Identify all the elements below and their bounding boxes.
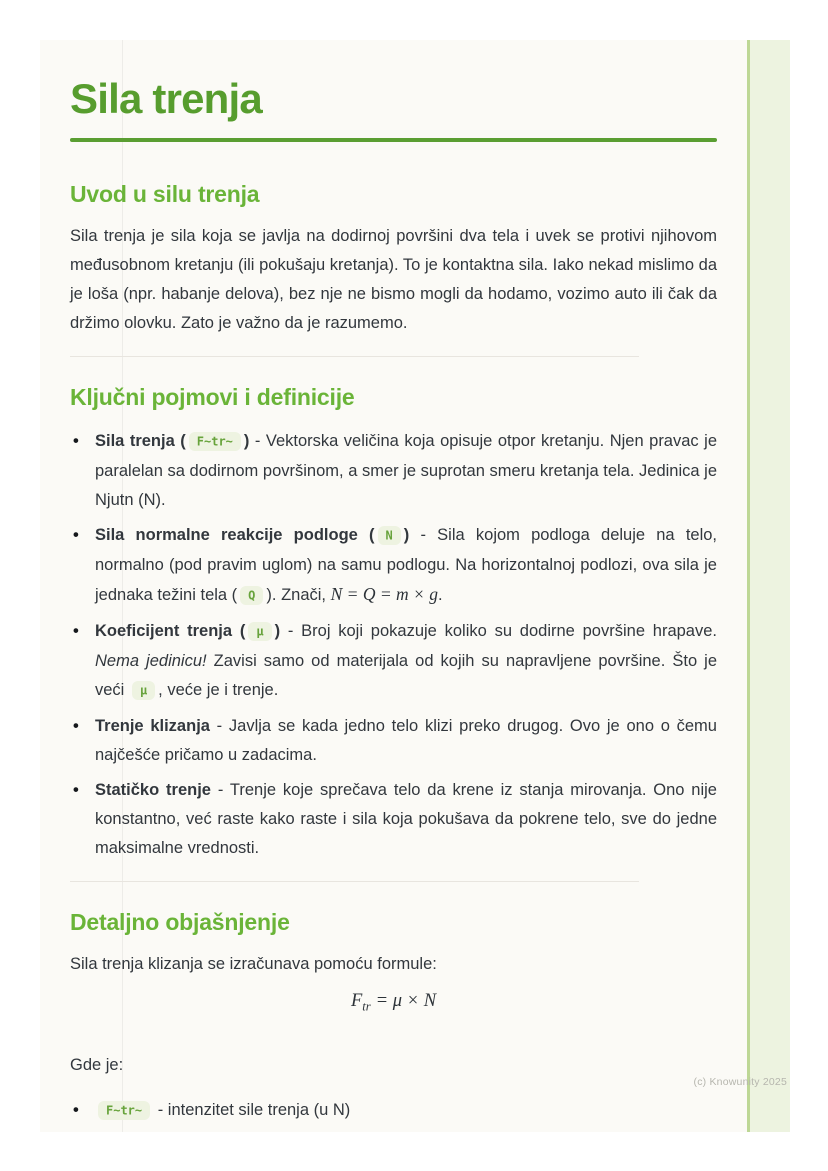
formula-intro-text: [70, 950, 717, 979]
text-segment: ): [274, 622, 281, 641]
title-rule: [70, 138, 717, 142]
text-segment: ). Znači,: [266, 586, 331, 605]
text-segment: Sila normalne reakcije podloge (: [95, 526, 375, 545]
text-segment: ): [403, 526, 410, 545]
section-divider: [70, 881, 639, 882]
inline-code-badge: μ: [132, 681, 155, 700]
text-segment: Trenje klizanja: [95, 717, 210, 736]
text-segment: - Javlja se kada jedno telo klizi preko drugog. Ovo je ono o čemu najčešće pričamo u zadacima.: [95, 717, 717, 765]
section-heading-objasnjenje: Detaljno objašnjenje: [70, 909, 290, 936]
text-segment: - intenzitet sile trenja (u N): [153, 1101, 351, 1120]
text-segment: Statičko trenje: [95, 781, 211, 800]
text-segment: Sila trenja (: [95, 432, 186, 451]
text-segment: , veće je i trenje.: [158, 681, 279, 700]
friction-formula: [70, 991, 717, 1015]
text-segment: - Vektorska veličina koja opisuje otpor kretanju. Njen pravac je paralelan sa dodirnom površinom, a smer je suprotan smeru kretanja tela. Jedinica je Njutn (N).: [95, 432, 717, 510]
list-item: [70, 1096, 717, 1126]
section-heading-uvod: Uvod u silu trenja: [70, 181, 260, 208]
text-segment: - Sila kojom podloga deluje na telo, normalno (pod pravim uglom) na samu podlogu. Na horizontalnoj podlozi, ova sila je jednaka težini tela (: [95, 526, 718, 605]
document-content: [40, 40, 790, 1126]
text-segment: Sila trenja klizanja se izračunava pomoću formule:: [70, 955, 437, 974]
text-segment: .: [437, 586, 443, 605]
text-segment: Nema jedinicu!: [95, 652, 207, 671]
formula-subscript: tr: [362, 1000, 371, 1015]
section-divider: [70, 356, 639, 357]
text-segment: Sila trenja je sila koja se javlja na dodirnoj površini dva tela i uvek se protivi njihovom međusobnom kretanju (ili pokušaju kretanja). To je kontaktna sila. Iako nekad mislimo da je loša (npr. habanje delova), bez nje ne bismo mogli da hodamo, vozimo auto ili čak da držimo olovku. Zato je važno da je razumemo.: [70, 227, 717, 333]
text-segment: - Trenje koje sprečava telo da krene iz stanja mirovanja. Ono nije konstantno, već raste kako raste i sila koja pokušava da pokrene telo, sve do jedne maksimalne vrednosti.: [95, 781, 717, 858]
variables-list: [70, 1096, 717, 1126]
inline-code-badge: μ: [248, 622, 271, 641]
inline-code-badge: N: [378, 526, 401, 545]
text-segment: Zavisi samo od materijala od kojih su napravljene površine. Što je veći: [95, 652, 718, 700]
section-heading-pojmovi: Ključni pojmovi i definicije: [70, 384, 355, 411]
intro-paragraph: [70, 222, 717, 338]
inline-code-badge: F~tr~: [98, 1101, 150, 1120]
text-segment: N = Q = m × g: [330, 584, 438, 605]
text-segment: ): [243, 432, 250, 451]
where-label: Gde je:: [70, 1056, 124, 1075]
watermark: (c) Knowunity 2025: [693, 1076, 787, 1088]
list-item: [70, 776, 717, 863]
document-card: [40, 40, 790, 1132]
concepts-list: [70, 427, 717, 863]
list-item: [70, 427, 717, 515]
inline-code-badge: Q: [240, 586, 263, 605]
list-item: [70, 617, 717, 706]
inline-code-badge: F~tr~: [189, 432, 241, 451]
list-item: [70, 712, 717, 770]
text-segment: - Broj koji pokazuje koliko su dodirne površine hrapave.: [280, 622, 717, 641]
page-title: Sila trenja: [70, 75, 262, 122]
formula-variable: F: [350, 991, 363, 1012]
text-segment: Koeficijent trenja (: [95, 622, 246, 641]
formula-expression: = μ × N: [375, 991, 437, 1012]
list-item: [70, 521, 717, 611]
